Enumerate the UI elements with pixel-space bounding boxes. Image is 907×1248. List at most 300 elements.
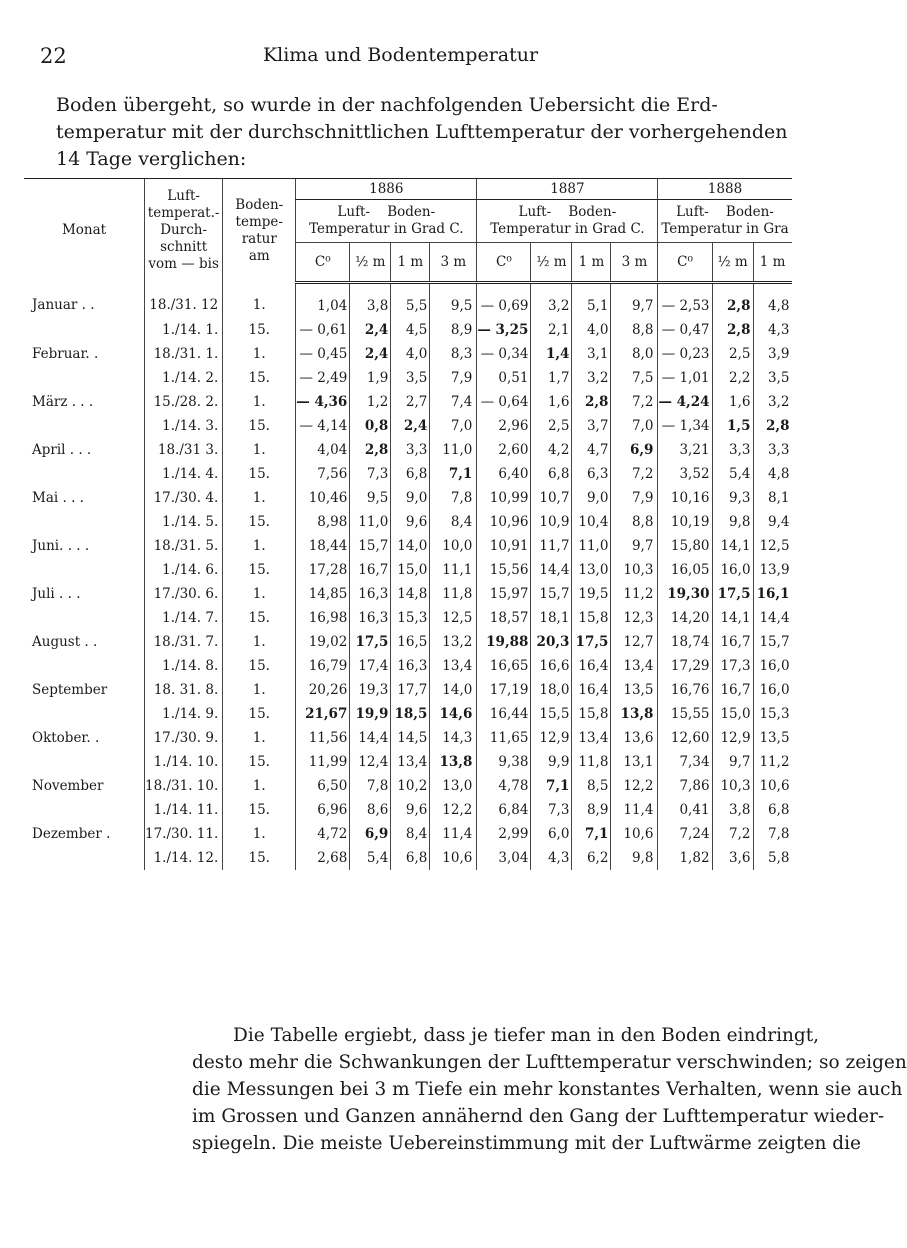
value-cell: 8,1 (753, 486, 792, 510)
value-cell: — 1,34 (658, 414, 712, 438)
head-text: Temperatur in Grad C. (309, 221, 464, 237)
value-cell: 5,1 (572, 283, 611, 319)
soil-date-cell: 1. (223, 438, 296, 462)
month-cell (24, 798, 145, 822)
period-cell: 1./14. 4. (145, 462, 223, 486)
value-cell: 11,8 (430, 582, 477, 606)
value-cell: 9,6 (391, 798, 430, 822)
value-cell: 1,9 (350, 366, 391, 390)
value-cell: 1,2 (350, 390, 391, 414)
period-cell: 18./31. 10. (145, 774, 223, 798)
value-cell: 16,65 (477, 654, 531, 678)
value-cell: 10,3 (611, 558, 658, 582)
value-cell: 7,56 (296, 462, 350, 486)
value-cell: 13,4 (572, 726, 611, 750)
value-cell: 15,8 (572, 702, 611, 726)
period-cell: 1./14. 5. (145, 510, 223, 534)
period-cell: 17./30. 4. (145, 486, 223, 510)
value-cell: 1,6 (712, 390, 753, 414)
table-row (24, 654, 792, 678)
value-cell: 9,0 (391, 486, 430, 510)
value-cell: 10,96 (477, 510, 531, 534)
table-head (24, 179, 792, 283)
value-cell: 4,0 (391, 342, 430, 366)
value-cell: 6,40 (477, 462, 531, 486)
value-cell: 18,5 (391, 702, 430, 726)
table-row (24, 582, 792, 606)
value-cell: 5,8 (753, 846, 792, 870)
value-cell: 2,2 (712, 366, 753, 390)
value-cell: — 2,49 (296, 366, 350, 390)
head-text: ratur (241, 230, 277, 247)
value-cell: 9,3 (712, 486, 753, 510)
value-cell: 13,1 (611, 750, 658, 774)
value-cell: 15,8 (572, 606, 611, 630)
head-text: Temperatur in Gra (661, 221, 789, 237)
period-cell: 15./28. 2. (145, 390, 223, 414)
value-cell: 3,3 (391, 438, 430, 462)
value-cell: 18,74 (658, 630, 712, 654)
soil-date-cell: 1. (223, 486, 296, 510)
year-1888: 1888 (658, 179, 792, 200)
value-cell: 2,8 (712, 318, 753, 342)
value-cell: 10,2 (391, 774, 430, 798)
value-cell: 16,5 (391, 630, 430, 654)
head-text: Luft- (337, 204, 371, 220)
value-cell: 8,8 (611, 318, 658, 342)
value-cell: 14,85 (296, 582, 350, 606)
period-cell: 1./14. 7. (145, 606, 223, 630)
value-cell: 14,1 (712, 606, 753, 630)
value-cell: 7,0 (430, 414, 477, 438)
month-cell (24, 318, 145, 342)
value-cell: 16,0 (753, 678, 792, 702)
head-text: Boden- (725, 204, 774, 220)
head-text: Luft- (518, 204, 552, 220)
value-cell: 13,8 (611, 702, 658, 726)
value-cell: 2,4 (350, 342, 391, 366)
month-cell (24, 702, 145, 726)
month-cell (24, 654, 145, 678)
value-cell: 17,5 (712, 582, 753, 606)
value-cell: — 4,24 (658, 390, 712, 414)
head-text: Luft- (167, 188, 200, 205)
value-cell: 3,1 (572, 342, 611, 366)
head-text: schnitt (160, 239, 208, 256)
value-cell: 17,3 (712, 654, 753, 678)
value-cell: 15,0 (391, 558, 430, 582)
table-row (24, 534, 792, 558)
value-cell: 3,8 (350, 283, 391, 319)
month-cell: August . . (32, 634, 98, 650)
table-row (24, 283, 792, 319)
value-cell: 4,0 (572, 318, 611, 342)
value-cell: 1,5 (712, 414, 753, 438)
month-cell (24, 558, 145, 582)
value-cell: 2,8 (753, 414, 792, 438)
value-cell: 15,3 (753, 702, 792, 726)
value-cell: 3,04 (477, 846, 531, 870)
value-cell: 10,99 (477, 486, 531, 510)
value-cell: 18,44 (296, 534, 350, 558)
value-cell: 13,6 (611, 726, 658, 750)
month-cell: September (32, 682, 108, 698)
value-cell: 7,2 (611, 390, 658, 414)
value-cell: 2,7 (391, 390, 430, 414)
value-cell: 6,3 (572, 462, 611, 486)
value-cell: 19,30 (658, 582, 712, 606)
table-row (24, 366, 792, 390)
col-head-soil-date (223, 179, 296, 283)
value-cell: 2,8 (572, 390, 611, 414)
head-text: Boden- (235, 196, 284, 213)
year-1886: 1886 (296, 179, 477, 200)
value-cell: 7,8 (350, 774, 391, 798)
value-cell: 10,6 (753, 774, 792, 798)
month-cell: November (32, 778, 104, 794)
value-cell: 11,56 (296, 726, 350, 750)
value-cell: 16,4 (572, 654, 611, 678)
value-cell: 3,9 (753, 342, 792, 366)
subcol-c: C⁰ (477, 243, 531, 283)
table-row (24, 726, 792, 750)
period-cell: 17./30. 11. (145, 822, 223, 846)
value-cell: 19,88 (477, 630, 531, 654)
soil-date-cell: 15. (223, 606, 296, 630)
value-cell: 0,51 (477, 366, 531, 390)
value-cell: 16,7 (350, 558, 391, 582)
value-cell: 2,5 (712, 342, 753, 366)
value-cell: 6,84 (477, 798, 531, 822)
table-body (24, 283, 792, 871)
value-cell: 7,8 (753, 822, 792, 846)
value-cell: 7,34 (658, 750, 712, 774)
soil-date-cell: 15. (223, 414, 296, 438)
value-cell: 5,4 (350, 846, 391, 870)
value-cell: 12,2 (430, 798, 477, 822)
value-cell: 11,1 (430, 558, 477, 582)
value-cell: 6,8 (531, 462, 572, 486)
value-cell: 8,4 (430, 510, 477, 534)
value-cell: — 0,61 (296, 318, 350, 342)
subcol-half-m: ½ m (531, 243, 572, 283)
period-cell: 1./14. 2. (145, 366, 223, 390)
value-cell: 7,1 (430, 462, 477, 486)
month-cell: Oktober. . (32, 730, 100, 746)
value-cell: — 0,69 (477, 283, 531, 319)
value-cell: 16,3 (350, 606, 391, 630)
head-text: temperat.- (147, 205, 220, 222)
soil-date-cell: 15. (223, 846, 296, 870)
value-cell: 11,8 (572, 750, 611, 774)
value-cell: 12,7 (611, 630, 658, 654)
value-cell: 14,1 (712, 534, 753, 558)
value-cell: 8,98 (296, 510, 350, 534)
temperature-table-container (0, 178, 801, 998)
closing-paragraph (192, 1022, 907, 1157)
value-cell: 13,5 (611, 678, 658, 702)
value-cell: 16,76 (658, 678, 712, 702)
temperature-table (24, 178, 792, 870)
value-cell: 10,6 (611, 822, 658, 846)
value-cell: 12,5 (753, 534, 792, 558)
value-cell: 6,50 (296, 774, 350, 798)
value-cell: 1,82 (658, 846, 712, 870)
page-header (0, 44, 801, 68)
value-cell: 4,3 (531, 846, 572, 870)
subcol-1m: 1 m (572, 243, 611, 283)
value-cell: 7,86 (658, 774, 712, 798)
soil-date-cell: 1. (223, 774, 296, 798)
value-cell: 6,9 (611, 438, 658, 462)
value-cell: 7,9 (611, 486, 658, 510)
subcol-c: C⁰ (296, 243, 350, 283)
value-cell: 17,29 (658, 654, 712, 678)
soil-date-cell: 1. (223, 534, 296, 558)
value-cell: 15,7 (350, 534, 391, 558)
value-cell: 14,5 (391, 726, 430, 750)
value-cell: 9,6 (391, 510, 430, 534)
period-cell: 17./30. 6. (145, 582, 223, 606)
value-cell: 16,05 (658, 558, 712, 582)
soil-date-cell: 15. (223, 558, 296, 582)
month-cell (24, 606, 145, 630)
value-cell: 7,0 (611, 414, 658, 438)
table-row (24, 318, 792, 342)
value-cell: 14,4 (753, 606, 792, 630)
col-head-air-period (145, 179, 223, 283)
value-cell: 3,8 (712, 798, 753, 822)
value-cell: 8,6 (350, 798, 391, 822)
subcol-c: C⁰ (658, 243, 712, 283)
head-text: tempe- (235, 213, 283, 230)
value-cell: 1,04 (296, 283, 350, 319)
value-cell: 6,8 (391, 846, 430, 870)
value-cell: 16,79 (296, 654, 350, 678)
table-row (24, 774, 792, 798)
value-cell: 2,8 (350, 438, 391, 462)
page-number: 22 (40, 44, 67, 68)
value-cell: 11,2 (611, 582, 658, 606)
value-cell: 16,7 (712, 630, 753, 654)
value-cell: 16,7 (712, 678, 753, 702)
value-cell: 2,4 (350, 318, 391, 342)
value-cell: 16,3 (391, 654, 430, 678)
value-cell: 7,3 (350, 462, 391, 486)
temp-group-1886 (296, 200, 477, 243)
value-cell: 2,68 (296, 846, 350, 870)
soil-date-cell: 15. (223, 702, 296, 726)
value-cell: 14,8 (391, 582, 430, 606)
value-cell: 6,96 (296, 798, 350, 822)
subcol-1m: 1 m (753, 243, 792, 283)
value-cell: 3,6 (712, 846, 753, 870)
value-cell: 7,1 (531, 774, 572, 798)
value-cell: 2,5 (531, 414, 572, 438)
value-cell: 16,1 (753, 582, 792, 606)
soil-date-cell: 1. (223, 342, 296, 366)
value-cell: 9,7 (712, 750, 753, 774)
value-cell: 12,9 (712, 726, 753, 750)
value-cell: 14,4 (531, 558, 572, 582)
value-cell: 13,0 (430, 774, 477, 798)
value-cell: 3,3 (753, 438, 792, 462)
value-cell: 6,9 (350, 822, 391, 846)
value-cell: — 4,36 (296, 390, 350, 414)
value-cell: — 0,34 (477, 342, 531, 366)
value-cell: 16,0 (712, 558, 753, 582)
closing-line: desto mehr die Schwankungen der Lufttemperatur verschwinden; so zeigen (192, 1052, 907, 1073)
period-cell: 1./14. 11. (145, 798, 223, 822)
value-cell: 11,65 (477, 726, 531, 750)
soil-date-cell: 1. (223, 582, 296, 606)
value-cell: 13,0 (572, 558, 611, 582)
month-cell: Dezember . (32, 826, 111, 842)
value-cell: 10,3 (712, 774, 753, 798)
value-cell: 7,4 (430, 390, 477, 414)
value-cell: 7,1 (572, 822, 611, 846)
period-cell: 18./31. 1. (145, 342, 223, 366)
value-cell: 0,8 (350, 414, 391, 438)
value-cell: 2,96 (477, 414, 531, 438)
value-cell: 15,97 (477, 582, 531, 606)
col-head-month: Monat (24, 179, 145, 283)
value-cell: 5,4 (712, 462, 753, 486)
value-cell: 19,3 (350, 678, 391, 702)
value-cell: 4,7 (572, 438, 611, 462)
soil-date-cell: 15. (223, 366, 296, 390)
value-cell: 8,5 (572, 774, 611, 798)
soil-date-cell: 1. (223, 390, 296, 414)
value-cell: 2,60 (477, 438, 531, 462)
value-cell: 10,16 (658, 486, 712, 510)
value-cell: 4,78 (477, 774, 531, 798)
soil-date-cell: 15. (223, 462, 296, 486)
value-cell: 8,0 (611, 342, 658, 366)
value-cell: 10,9 (531, 510, 572, 534)
value-cell: 10,6 (430, 846, 477, 870)
value-cell: 15,80 (658, 534, 712, 558)
month-cell (24, 846, 145, 870)
value-cell: 16,4 (572, 678, 611, 702)
value-cell: 21,67 (296, 702, 350, 726)
value-cell: 1,7 (531, 366, 572, 390)
value-cell: 7,2 (712, 822, 753, 846)
value-cell: 15,7 (531, 582, 572, 606)
value-cell: 1,4 (531, 342, 572, 366)
value-cell: 8,9 (430, 318, 477, 342)
month-cell (24, 510, 145, 534)
value-cell: 8,8 (611, 510, 658, 534)
value-cell: 3,3 (712, 438, 753, 462)
period-cell: 17./30. 9. (145, 726, 223, 750)
value-cell: 18,57 (477, 606, 531, 630)
head-text: Boden- (568, 204, 617, 220)
subcol-3m: 3 m (611, 243, 658, 283)
period-cell: 18. 31. 8. (145, 678, 223, 702)
value-cell: 13,4 (430, 654, 477, 678)
value-cell: — 0,64 (477, 390, 531, 414)
month-cell (24, 414, 145, 438)
value-cell: 17,28 (296, 558, 350, 582)
value-cell: 9,5 (430, 283, 477, 319)
soil-date-cell: 1. (223, 283, 296, 319)
value-cell: 3,5 (753, 366, 792, 390)
value-cell: 17,19 (477, 678, 531, 702)
table-row (24, 822, 792, 846)
value-cell: 2,99 (477, 822, 531, 846)
head-text: am (248, 247, 270, 264)
value-cell: 11,2 (753, 750, 792, 774)
value-cell: 3,2 (753, 390, 792, 414)
temp-group-1888 (658, 200, 792, 243)
value-cell: — 4,14 (296, 414, 350, 438)
value-cell: 14,0 (430, 678, 477, 702)
value-cell: 11,99 (296, 750, 350, 774)
value-cell: 17,5 (572, 630, 611, 654)
value-cell: 3,2 (531, 283, 572, 319)
value-cell: 12,60 (658, 726, 712, 750)
table-row (24, 702, 792, 726)
value-cell: — 0,23 (658, 342, 712, 366)
value-cell: 10,0 (430, 534, 477, 558)
head-text: Temperatur in Grad C. (490, 221, 645, 237)
month-cell: Juni. . . . (32, 538, 90, 554)
value-cell: 9,5 (350, 486, 391, 510)
value-cell: 20,3 (531, 630, 572, 654)
value-cell: 14,6 (430, 702, 477, 726)
closing-line: im Grossen und Ganzen annähernd den Gang der Lufttemperatur wieder- (192, 1106, 885, 1127)
value-cell: 12,3 (611, 606, 658, 630)
soil-date-cell: 1. (223, 726, 296, 750)
running-title: Klima und Bodentemperatur (262, 44, 539, 66)
value-cell: 3,21 (658, 438, 712, 462)
period-cell: 1./14. 6. (145, 558, 223, 582)
value-cell: 9,9 (531, 750, 572, 774)
value-cell: 19,5 (572, 582, 611, 606)
value-cell: 2,8 (712, 283, 753, 319)
month-cell (24, 750, 145, 774)
intro-line: Boden übergeht, so wurde in der nachfolgenden Uebersicht die Erd- (56, 94, 718, 116)
value-cell: 13,8 (430, 750, 477, 774)
table-row (24, 510, 792, 534)
value-cell: 10,46 (296, 486, 350, 510)
value-cell: 13,4 (391, 750, 430, 774)
value-cell: 8,9 (572, 798, 611, 822)
value-cell: 20,26 (296, 678, 350, 702)
value-cell: 0,41 (658, 798, 712, 822)
value-cell: 9,38 (477, 750, 531, 774)
period-cell: 1./14. 10. (145, 750, 223, 774)
intro-line: 14 Tage verglichen: (56, 148, 247, 170)
table-row (24, 630, 792, 654)
value-cell: 9,8 (611, 846, 658, 870)
period-cell: 18./31. 7. (145, 630, 223, 654)
table-row (24, 342, 792, 366)
value-cell: — 0,47 (658, 318, 712, 342)
value-cell: 6,0 (531, 822, 572, 846)
temp-group-1887 (477, 200, 658, 243)
value-cell: 4,8 (753, 283, 792, 319)
period-cell: 1./14. 8. (145, 654, 223, 678)
value-cell: 5,5 (391, 283, 430, 319)
value-cell: 15,56 (477, 558, 531, 582)
value-cell: 7,3 (531, 798, 572, 822)
subcol-half-m: ½ m (350, 243, 391, 283)
soil-date-cell: 1. (223, 678, 296, 702)
table-row (24, 798, 792, 822)
value-cell: 7,9 (430, 366, 477, 390)
